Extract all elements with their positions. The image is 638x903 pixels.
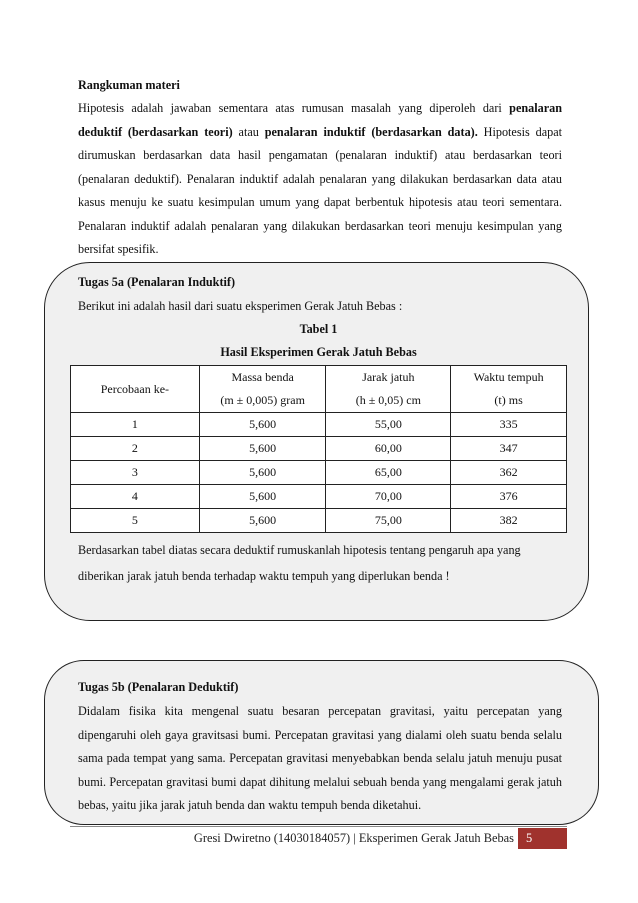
task-5a-title: Tugas 5a (Penalaran Induktif) — [78, 275, 236, 289]
cell-time: 347 — [451, 437, 567, 461]
header-distance-unit: (h ± 0,05) cm — [326, 389, 451, 413]
summary-heading: Rangkuman materi — [78, 78, 180, 92]
table-row — [71, 413, 567, 437]
cell-distance: 55,00 — [326, 413, 451, 437]
task-5a-question-line-2: diberikan jarak jatuh benda terhadap waktu tempuh yang diperlukan benda ! — [78, 569, 450, 583]
cell-trial: 4 — [71, 485, 200, 509]
cell-trial: 3 — [71, 461, 200, 485]
experiment-table — [70, 365, 567, 533]
header-mass-unit: (m ± 0,005) gram — [199, 389, 326, 413]
cell-time: 376 — [451, 485, 567, 509]
header-trial: Percobaan ke- — [71, 366, 200, 413]
cell-distance: 65,00 — [326, 461, 451, 485]
summary-paragraph — [78, 97, 562, 262]
cell-mass: 5,600 — [199, 461, 326, 485]
cell-mass: 5,600 — [199, 413, 326, 437]
summary-text-run: Hipotesis dapat dirumuskan berdasarkan data hasil pengamatan (penalaran induktif) atau berdasarkan teori (penalaran deduktif). Penalaran induktif adalah penalaran yang dilakukan berdasarkan data atau kasus menuju ke suatu kesimpulan umum yang dapat berbentuk hipotesis atau teori sementara. Penalaran induktif adalah penalaran yang dilakukan berdasarkan teori menuju kesimpulan yang bersifat spesifik. — [78, 124, 562, 256]
footer-text: Gresi Dwiretno (14030184057) | Eksperimen Gerak Jatuh Bebas — [193, 831, 514, 845]
cell-distance: 75,00 — [326, 509, 451, 533]
header-distance: Jarak jatuh — [326, 366, 451, 390]
table-row — [71, 509, 567, 533]
table-row — [71, 485, 567, 509]
table-title: Hasil Eksperimen Gerak Jatuh Bebas — [220, 345, 417, 359]
table-row — [71, 437, 567, 461]
table-row — [71, 461, 567, 485]
cell-trial: 2 — [71, 437, 200, 461]
cell-mass: 5,600 — [199, 485, 326, 509]
summary-text-run: atau — [232, 124, 265, 139]
cell-time: 382 — [451, 509, 567, 533]
cell-time: 335 — [451, 413, 567, 437]
footer-divider — [70, 826, 567, 827]
header-time: Waktu tempuh — [451, 366, 567, 390]
cell-trial: 5 — [71, 509, 200, 533]
task-5a-question-line-1: Berdasarkan tabel diatas secara deduktif rumuskanlah hipotesis tentang pengaruh apa yang — [78, 543, 521, 557]
header-mass: Massa benda — [199, 366, 326, 390]
cell-distance: 60,00 — [326, 437, 451, 461]
cell-distance: 70,00 — [326, 485, 451, 509]
cell-trial: 1 — [71, 413, 200, 437]
table-header-row — [71, 366, 567, 390]
header-time-unit: (t) ms — [451, 389, 567, 413]
cell-time: 362 — [451, 461, 567, 485]
task-5a-intro: Berikut ini adalah hasil dari suatu eksperimen Gerak Jatuh Bebas : — [78, 299, 403, 313]
page-number-badge: 5 — [518, 828, 567, 849]
cell-mass: 5,600 — [199, 437, 326, 461]
task-5b-paragraph: Didalam fisika kita mengenal suatu besaran percepatan gravitasi, yaitu percepatan yang dipengaruhi oleh gaya gravitsasi bumi. Percepatan gravitasi yang dialami oleh suatu benda selalu sama pada tempat yang sama. Percepatan gravitasi menyebabkan benda selalu jatuh menuju pusat bumi. Percepatan gravitasi bumi dapat dihitung melalui sebuah benda yang mengalami gerak jatuh bebas, yaitu jika jarak jatuh benda dan waktu tempuh benda diketahui. — [78, 704, 562, 812]
task-5b-title: Tugas 5b (Penalaran Deduktif) — [78, 680, 239, 694]
summary-text-run: Hipotesis adalah jawaban sementara atas rumusan masalah yang diperoleh dari — [78, 101, 510, 115]
table-number: Tabel 1 — [299, 322, 338, 336]
summary-bold-run: penalaran deduktif (berdasarkan teori) — [78, 101, 562, 139]
summary-bold-run: penalaran induktif (berdasarkan data). — [264, 124, 478, 139]
cell-mass: 5,600 — [199, 509, 326, 533]
